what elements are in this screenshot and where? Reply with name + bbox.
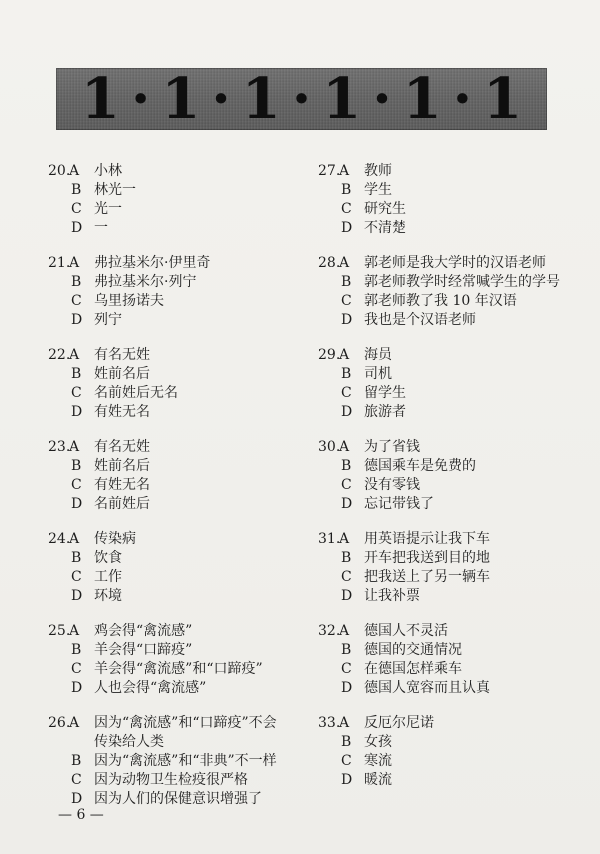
option-row [318, 495, 580, 514]
question-block [318, 438, 580, 514]
question-block [318, 530, 580, 606]
option-text: 研究生 [364, 201, 406, 217]
option-text: 留学生 [364, 385, 406, 401]
option-row [48, 660, 310, 679]
option-row [318, 273, 580, 292]
option-row [48, 752, 310, 771]
option-letter: B [341, 550, 352, 566]
option-row [48, 254, 310, 273]
question-number: 33. [318, 715, 341, 731]
option-text: 饮食 [94, 550, 122, 566]
option-row [318, 365, 580, 384]
option-row [48, 476, 310, 495]
option-row [318, 384, 580, 403]
question-number: 24. [48, 531, 71, 547]
option-row [48, 679, 310, 698]
option-text: 德国的交通情况 [364, 642, 462, 658]
option-text: 不清楚 [364, 220, 406, 236]
option-letter: A [69, 531, 80, 547]
option-letter: B [341, 734, 352, 750]
option-letter: C [341, 385, 352, 401]
option-text: 因为人们的保健意识增强了 [94, 791, 262, 807]
option-letter: C [341, 661, 352, 677]
option-row [48, 200, 310, 219]
option-text: 名前姓后 [94, 496, 150, 512]
option-letter: A [339, 531, 350, 547]
option-letter: C [341, 201, 352, 217]
option-text: 暖流 [364, 772, 392, 788]
option-letter: B [71, 642, 82, 658]
option-text: 德国人宽容而且认真 [364, 680, 490, 696]
option-letter: C [341, 753, 352, 769]
option-text: 反厄尔尼诺 [364, 715, 434, 731]
option-row [318, 438, 580, 457]
option-row [318, 476, 580, 495]
question-block [48, 346, 310, 422]
option-row [318, 568, 580, 587]
question-number: 27. [318, 163, 341, 179]
option-letter: D [71, 496, 83, 512]
option-text: 海员 [364, 347, 392, 363]
option-row [48, 587, 310, 606]
option-row [318, 292, 580, 311]
question-block [48, 438, 310, 514]
option-row [318, 733, 580, 752]
option-text: 在德国怎样乘车 [364, 661, 462, 677]
left-question-column [48, 162, 310, 825]
option-text: 姓前名后 [94, 366, 150, 382]
option-row [318, 679, 580, 698]
option-row [318, 181, 580, 200]
question-block [318, 162, 580, 238]
option-row [48, 495, 310, 514]
option-letter: D [341, 588, 353, 604]
option-letter: C [341, 293, 352, 309]
option-letter: C [71, 293, 82, 309]
option-text: 鸡会得“禽流感” [94, 623, 193, 639]
option-letter: A [339, 255, 350, 271]
option-text: 弗拉基米尔·伊里奇 [94, 255, 211, 271]
option-row [318, 403, 580, 422]
option-letter: A [339, 623, 350, 639]
option-row [48, 530, 310, 549]
question-block [48, 622, 310, 698]
option-row [48, 568, 310, 587]
option-letter: D [71, 220, 83, 236]
option-text: 为了省钱 [364, 439, 420, 455]
option-letter: A [69, 347, 80, 363]
option-letter: D [341, 496, 353, 512]
option-text: 旅游者 [364, 404, 406, 420]
option-row [318, 660, 580, 679]
option-text: 弗拉基米尔·列宁 [94, 274, 197, 290]
option-row [318, 549, 580, 568]
option-row [318, 346, 580, 365]
option-text: 把我送上了另一辆车 [364, 569, 490, 585]
option-row [48, 771, 310, 790]
option-row [318, 254, 580, 273]
option-row [48, 714, 310, 752]
option-row [48, 622, 310, 641]
option-row [318, 457, 580, 476]
option-text: 工作 [94, 569, 122, 585]
option-row [48, 311, 310, 330]
header-title: 1·1·1·1·1·1 [80, 68, 534, 130]
option-letter: B [71, 274, 82, 290]
option-letter: D [341, 772, 353, 788]
option-letter: D [71, 791, 83, 807]
option-text: 一 [94, 220, 108, 236]
option-letter: B [71, 366, 82, 382]
option-text: 学生 [364, 182, 392, 198]
option-row [48, 384, 310, 403]
option-row [318, 714, 580, 733]
question-block [48, 254, 310, 330]
option-letter: D [341, 404, 353, 420]
option-letter: D [341, 220, 353, 236]
question-block [318, 622, 580, 698]
option-text: 用英语提示让我下车 [364, 531, 490, 547]
option-letter: C [71, 569, 82, 585]
option-text: 教师 [364, 163, 392, 179]
option-letter: B [341, 366, 352, 382]
option-row [318, 162, 580, 181]
option-letter: D [71, 404, 83, 420]
option-letter: B [341, 182, 352, 198]
option-text: 郭老师是我大学时的汉语老师 [364, 255, 546, 271]
option-letter: A [339, 347, 350, 363]
question-number: 21. [48, 255, 71, 271]
option-letter: C [341, 477, 352, 493]
option-text: 有名无姓 [94, 439, 150, 455]
option-text: 列宁 [94, 312, 122, 328]
option-letter: C [341, 569, 352, 585]
option-text: 郭老师教了我 10 年汉语 [364, 293, 517, 309]
option-row [48, 365, 310, 384]
option-letter: B [71, 458, 82, 474]
option-row [48, 162, 310, 181]
option-text: 我也是个汉语老师 [364, 312, 476, 328]
page-number: — 6 — [58, 807, 104, 823]
option-text: 让我补票 [364, 588, 420, 604]
option-letter: A [69, 163, 80, 179]
option-text: 开车把我送到目的地 [364, 550, 490, 566]
option-text: 因为动物卫生检疫很严格 [94, 772, 248, 788]
question-number: 25. [48, 623, 71, 639]
option-row [318, 771, 580, 790]
option-text: 有名无姓 [94, 347, 150, 363]
option-letter: A [69, 623, 80, 639]
question-block [48, 530, 310, 606]
right-question-column [318, 162, 580, 806]
question-block [318, 714, 580, 790]
option-letter: A [339, 163, 350, 179]
option-row [318, 587, 580, 606]
option-row [48, 403, 310, 422]
option-text: 环境 [94, 588, 122, 604]
option-text: 羊会得“禽流感”和“口蹄疫” [94, 661, 263, 677]
option-letter: C [71, 661, 82, 677]
option-letter: D [71, 312, 83, 328]
question-block [318, 346, 580, 422]
question-number: 31. [318, 531, 341, 547]
option-text: 司机 [364, 366, 392, 382]
option-row [48, 549, 310, 568]
question-number: 22. [48, 347, 71, 363]
option-letter: D [71, 588, 83, 604]
option-row [48, 292, 310, 311]
question-number: 20. [48, 163, 71, 179]
option-text: 羊会得“口蹄疫” [94, 642, 193, 658]
option-row [48, 641, 310, 660]
option-text: 有姓无名 [94, 404, 150, 420]
option-letter: D [341, 312, 353, 328]
option-row [48, 273, 310, 292]
option-text: 小林 [94, 163, 122, 179]
option-row [318, 641, 580, 660]
option-letter: A [339, 715, 350, 731]
option-text: 有姓无名 [94, 477, 150, 493]
option-text: 德国人不灵活 [364, 623, 448, 639]
option-letter: C [71, 385, 82, 401]
option-letter: B [341, 458, 352, 474]
option-letter: B [71, 182, 82, 198]
option-row [318, 200, 580, 219]
option-letter: B [341, 274, 352, 290]
option-letter: B [341, 642, 352, 658]
option-row [48, 219, 310, 238]
option-row [318, 530, 580, 549]
option-row [318, 311, 580, 330]
option-text: 名前姓后无名 [94, 385, 178, 401]
header-banner [56, 68, 547, 130]
option-text: 人也会得“禽流感” [94, 680, 207, 696]
option-row [318, 622, 580, 641]
option-text: 林光一 [94, 182, 136, 198]
option-text: 忘记带钱了 [364, 496, 434, 512]
option-text: 没有零钱 [364, 477, 420, 493]
question-block [48, 714, 310, 809]
option-text: 德国乘车是免费的 [364, 458, 476, 474]
option-text: 姓前名后 [94, 458, 150, 474]
question-number: 28. [318, 255, 341, 271]
option-letter: C [71, 201, 82, 217]
option-row [318, 219, 580, 238]
option-row [48, 438, 310, 457]
question-number: 32. [318, 623, 341, 639]
question-block [318, 254, 580, 330]
option-text: 传染病 [94, 531, 136, 547]
option-text: 因为“禽流感”和“口蹄疫”不会 传染给人类 [94, 715, 277, 750]
option-text: 郭老师教学时经常喊学生的学号 [364, 274, 560, 290]
question-number: 29. [318, 347, 341, 363]
option-letter: D [341, 680, 353, 696]
option-text: 因为“禽流感”和“非典”不一样 [94, 753, 277, 769]
question-block [48, 162, 310, 238]
option-letter: A [69, 439, 80, 455]
question-number: 30. [318, 439, 341, 455]
option-letter: B [71, 550, 82, 566]
option-row [48, 181, 310, 200]
option-letter: A [69, 715, 80, 731]
option-text: 光一 [94, 201, 122, 217]
option-row [318, 752, 580, 771]
option-letter: B [71, 753, 82, 769]
option-letter: A [69, 255, 80, 271]
option-text: 寒流 [364, 753, 392, 769]
option-text: 女孩 [364, 734, 392, 750]
question-number: 23. [48, 439, 71, 455]
option-letter: D [71, 680, 83, 696]
option-letter: C [71, 477, 82, 493]
question-number: 26. [48, 715, 71, 731]
option-row [48, 346, 310, 365]
option-text: 乌里扬诺夫 [94, 293, 164, 309]
option-row [48, 457, 310, 476]
option-letter: A [339, 439, 350, 455]
option-letter: C [71, 772, 82, 788]
